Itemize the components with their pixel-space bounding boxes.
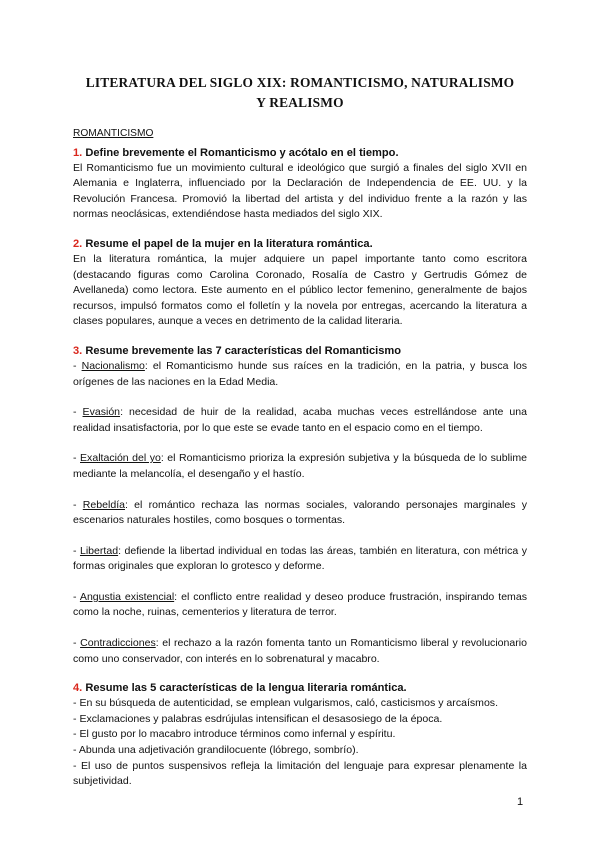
- list-item: - El uso de puntos suspensivos refleja la limitación del lenguaje para expresar plenamente la subjetividad.: [73, 759, 527, 788]
- list-item: - Angustia existencial: el conflicto entre realidad y deseo produce frustración, inspirando temas como la noche, ruinas, cementerios y literatura de terror.: [73, 590, 527, 619]
- question-title: Resume brevemente las 7 características del Romanticismo: [85, 344, 402, 357]
- term: Evasión: [82, 406, 121, 419]
- question-number: 4.: [73, 682, 83, 695]
- question-number: 1.: [73, 146, 83, 159]
- term: Contradicciones: [80, 637, 156, 650]
- section-label: ROMANTICISMO: [73, 128, 154, 139]
- question-title: Define brevemente el Romanticismo y acótalo en el tiempo.: [85, 146, 399, 159]
- term: Rebeldía: [82, 498, 125, 511]
- list-item: - Libertad: defiende la libertad individual en todas las áreas, también en literatura, con métrica y formas originales que exploran lo grotesco y deforme.: [73, 544, 527, 573]
- question-1-heading: [73, 146, 527, 161]
- question-3-heading: [73, 344, 527, 359]
- document-title: LITERATURA DEL SIGLO XIX: ROMANTICISMO, NATURALISMO Y REALISMO: [85, 75, 515, 110]
- question-2-heading: [73, 237, 527, 252]
- list-item: - Rebeldía: el romántico rechaza las normas sociales, valorando personajes marginales y escenarios naturales hostiles, como bosques o tormentas.: [73, 498, 528, 527]
- language-features-list: [73, 696, 527, 790]
- list-item: - Abunda una adjetivación grandilocuente (lóbrego, sombrío).: [73, 744, 359, 757]
- question-1-answer: El Romanticismo fue un movimiento cultural e ideológico que surgió a finales del siglo XVII en Alemania e Inglaterra, influenciado por la Declaración de Independencia de EE. UU. y la Revolución Francesa. Promovió la libertad del artista y del individuo frente a la razón y las normas neoclásicas, extendiéndose hasta mediados del siglo XIX.: [73, 161, 527, 221]
- term: Nacionalismo: [81, 359, 145, 372]
- question-4-heading: [73, 681, 527, 696]
- list-item: - Contradicciones: el rechazo a la razón fomenta tanto un Romanticismo liberal y revolucionario como uno conservador, con interés en lo sobrenatural y macabro.: [73, 637, 527, 665]
- question-number: 2.: [73, 237, 83, 250]
- question-2-answer: En la literatura romántica, la mujer adquiere un papel importante tanto como escritora (destacando figuras como Carolina Coronado, Rosalía de Castro y Gertrudis Gómez de Avellaneda) como lectora. Este aumento en el público lector femenino, generalmente de bajos recursos, impulsó formatos como el folletín y la novela por entregas, acercando la literatura a clases populares, aunque a veces en detrimento de la calidad literaria.: [73, 252, 527, 328]
- page-number: 1: [517, 796, 524, 808]
- list-item: - Exaltación del yo: el Romanticismo prioriza la expresión subjetiva y la búsqueda de lo sublime mediante la melancolía, el desengaño y el hastío.: [73, 452, 527, 480]
- list-item: - El gusto por lo macabro introduce términos como infernal y espíritu.: [73, 728, 396, 741]
- document-content: [73, 126, 527, 790]
- list-item: - En su búsqueda de autenticidad, se emplean vulgarismos, caló, casticismos y arcaísmos.: [73, 697, 499, 710]
- list-item: - Nacionalismo: el Romanticismo hunde sus raíces en la tradición, en la patria, y busca los orígenes de las naciones en la Edad Media.: [73, 359, 527, 388]
- term: Exaltación del yo: [80, 452, 161, 465]
- term: Libertad: [79, 544, 119, 557]
- question-number: 3.: [73, 344, 83, 357]
- list-item: - Evasión: necesidad de huir de la realidad, acaba muchas veces estrellándose ante una realidad insatisfactoria, por lo que este se evade tanto en el espacio como en el tiempo.: [73, 406, 527, 434]
- list-item: - Exclamaciones y palabras esdrújulas intensifican el desasosiego de la época.: [73, 712, 443, 725]
- term: Angustia existencial: [79, 590, 175, 603]
- question-title: Resume el papel de la mujer en la literatura romántica.: [85, 237, 373, 250]
- question-title: Resume las 5 características de la lengua literaria romántica.: [85, 682, 407, 695]
- characteristics-list: [73, 359, 527, 667]
